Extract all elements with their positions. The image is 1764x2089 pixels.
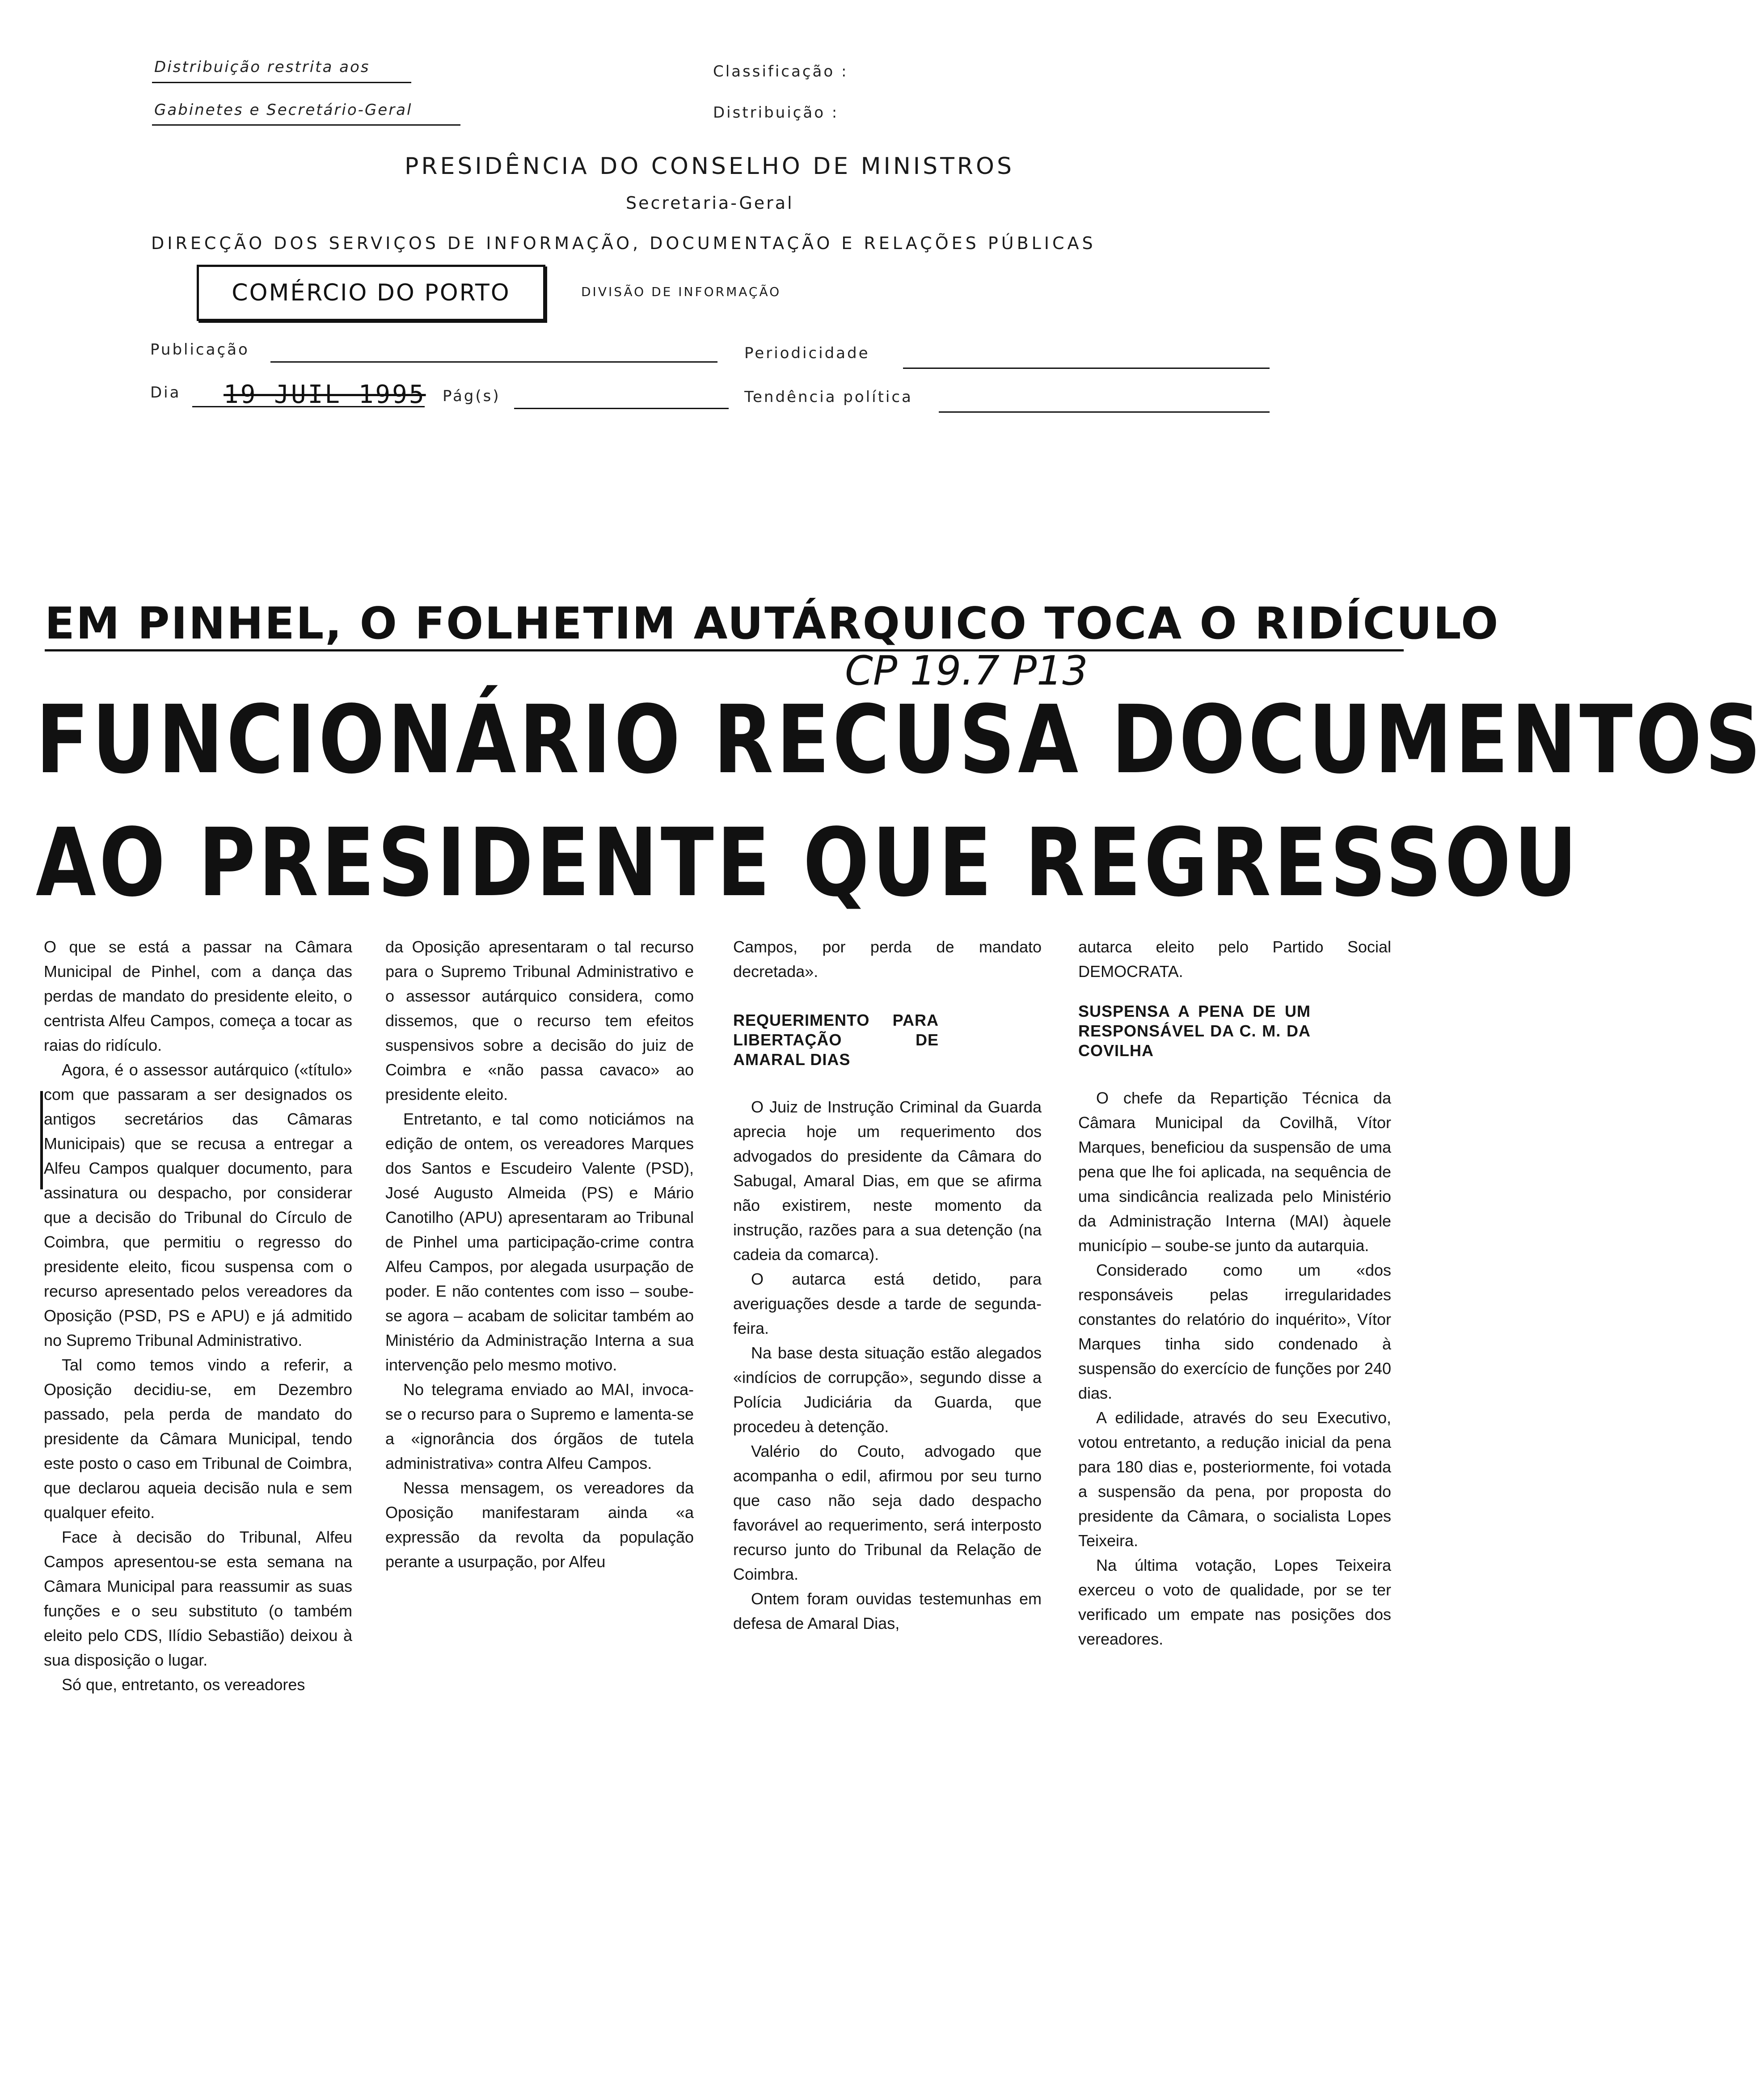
col3-paragraph-5: Valério do Couto, advogado que acompanha o edil, afirmou por seu turno que caso não seja dado despacho favorável ao requerimento, será interposto recurso junto do Tribunal da Relação de Coimbra. bbox=[733, 1442, 1042, 1583]
article-column-3 bbox=[733, 935, 1042, 1636]
tendencia-field-line bbox=[939, 411, 1270, 413]
article-column-2 bbox=[385, 935, 694, 1574]
distribution-underline-1 bbox=[152, 82, 411, 83]
direccao-servicos: DIRECÇÃO DOS SERVIÇOS DE INFORMAÇÃO, DOCUMENTAÇÃO E RELAÇÕES PÚBLICAS bbox=[151, 233, 1096, 253]
col1-paragraph-2: Agora, é o assessor autárquico («título» com que passaram a ser designados os antigos secretários das Câmaras Municipais) que se recusa a entregar a Alfeu Campos qualquer documento, para assinatura ou despacho, por considerar que a decisão do Tribunal do Círculo de Coimbra, que permitiu o regresso do presidente eleito, ficou suspensa com o recurso apresentado pelos vereadores da Oposição (PSD, PS e APU) e já admitido no Supremo Tribunal Administrativo. bbox=[44, 1061, 352, 1349]
distribution-underline-2 bbox=[152, 124, 460, 126]
article-kicker: EM PINHEL, O FOLHETIM AUTÁRQUICO TOCA O RIDÍCULO bbox=[45, 598, 1500, 649]
col2-paragraph-2: Entretanto, e tal como noticiámos na edição de ontem, os vereadores Marques dos Santos e Escudeiro Valente (PSD), José Augusto Almeida (PS) e Mário Canotilho (APU) apresentaram ao Tribunal de Pinhel uma participação-crime contra Alfeu Campos, por alegada usurpação de poder. E não contentes com isso – soube-se agora – acabam de solicitar também ao Ministério da Administração Interna a sua intervenção pelo mesmo motivo. bbox=[385, 1110, 694, 1374]
margin-marker bbox=[40, 1091, 43, 1189]
article-column-4 bbox=[1078, 935, 1391, 1651]
secretaria-geral: Secretaria-Geral bbox=[626, 193, 794, 213]
distribuicao-label: Distribuição : bbox=[713, 104, 839, 122]
col4-paragraph-3: Considerado como um «dos responsáveis pelas irregularidades constantes do relatório do inquérito», Vítor Marques tinha sido condenado à suspensão do exercício de funções por 240 dias. bbox=[1078, 1261, 1391, 1402]
col2-paragraph-3: No telegrama enviado ao MAI, invoca-se o recurso para o Supremo e lamenta-se a «ignorância dos órgãos de tutela administrativa» contra Alfeu Campos. bbox=[385, 1380, 694, 1472]
periodicidade-field-line bbox=[903, 368, 1270, 369]
divisao-informacao: DIVISÃO DE INFORMAÇÃO bbox=[581, 284, 781, 299]
dia-value: 19 JUIL 1995 bbox=[224, 380, 426, 409]
distribution-note-line2: Gabinetes e Secretário-Geral bbox=[154, 101, 413, 119]
col2-paragraph-1: da Oposição apresentaram o tal recurso para o Supremo Tribunal Administrativo e o assessor autárquico considera, como dissemos, que o recurso tem efeitos suspensivos sobre a decisão do juiz de Coimbra e «não passa cavaco» ao presidente eleito. bbox=[385, 938, 694, 1104]
col1-paragraph-5: Só que, entretanto, os vereadores bbox=[62, 1675, 305, 1694]
publication-stamp: COMÉRCIO DO PORTO bbox=[197, 265, 545, 321]
col3-paragraph-2: O Juiz de Instrução Criminal da Guarda aprecia hoje um requerimento dos advogados do presidente da Câmara do Sabugal, Amaral Dias, em que se afirma não existirem, neste momento da instrução, razões para a sua detenção (na cadeia da comarca). bbox=[733, 1098, 1042, 1264]
headline-line-2: AO PRESIDENTE QUE REGRESSOU bbox=[36, 808, 1580, 918]
kicker-rule bbox=[45, 649, 1404, 651]
col3-paragraph-3: O autarca está detido, para averiguações desde a tarde de segunda-feira. bbox=[733, 1270, 1042, 1337]
distribution-note-line1: Distribuição restrita aos bbox=[154, 58, 370, 76]
col4-paragraph-2: O chefe da Repartição Técnica da Câmara Municipal da Covilhã, Vítor Marques, beneficiou da suspensão de uma pena que lhe foi aplicada, na sequência de uma sindicância realizada pelo Ministério da Administração Interna (MAI) àquele município – soube-se junto da autarquia. bbox=[1078, 1089, 1391, 1255]
col1-paragraph-4: Face à decisão do Tribunal, Alfeu Campos apresentou-se esta semana na Câmara Municipal para reassumir as suas funções e o seu substituto (o também eleito pelo CDS, Ilídio Sebastião) deixou à sua disposição o lugar. bbox=[44, 1528, 352, 1669]
handwritten-annotation: CP 19.7 P13 bbox=[845, 647, 1088, 694]
col4-paragraph-4: A edilidade, através do seu Executivo, votou entretanto, a redução inicial da pena para 180 dias e, posteriormente, foi votada a suspensão da pena, por proposta do presidente da Câmara, o socialista Lopes Teixeira. bbox=[1078, 1408, 1391, 1550]
col4-subheading: SUSPENSA A PENA DE UM RESPONSÁVEL DA C. M. DA COVILHA bbox=[1078, 1002, 1311, 1060]
periodicidade-label: Periodicidade bbox=[744, 344, 870, 362]
presidency-title: PRESIDÊNCIA DO CONSELHO DE MINISTROS bbox=[405, 153, 1014, 180]
col4-paragraph-5: Na última votação, Lopes Teixeira exerceu o voto de qualidade, por se ter verificado um empate nas posições dos vereadores. bbox=[1078, 1556, 1391, 1648]
headline-line-1: FUNCIONÁRIO RECUSA DOCUMENTOS bbox=[36, 685, 1764, 795]
pags-label: Pág(s) bbox=[443, 387, 501, 405]
col2-paragraph-4: Nessa mensagem, os vereadores da Oposição manifestaram ainda «a expressão da revolta da população perante a usurpação, por Alfeu bbox=[385, 1479, 694, 1571]
col1-paragraph-1: O que se está a passar na Câmara Municipal de Pinhel, com a dança das perdas de mandato do presidente eleito, o centrista Alfeu Campos, começa a tocar as raias do ridículo. bbox=[44, 938, 352, 1054]
col3-paragraph-4: Na base desta situação estão alegados «indícios de corrupção», segundo disse a Polícia Judiciária da Guarda, que procedeu à detenção. bbox=[733, 1344, 1042, 1436]
col3-paragraph-6: Ontem foram ouvidas testemunhas em defesa de Amaral Dias, bbox=[733, 1590, 1042, 1632]
publicacao-field-line bbox=[270, 361, 717, 363]
publicacao-label: Publicação bbox=[150, 341, 249, 359]
col1-paragraph-3: Tal como temos vindo a referir, a Oposição decidiu-se, em Dezembro passado, pela perda de mandato do presidente da Câmara Municipal, tendo este posto o caso em Tribunal de Coimbra, que declarou aqueia decisão nula e sem qualquer efeito. bbox=[44, 1356, 352, 1522]
col3-paragraph-1: Campos, por perda de mandato decretada». bbox=[733, 938, 1042, 981]
tendencia-label: Tendência política bbox=[744, 388, 913, 406]
classificacao-label: Classificação : bbox=[713, 63, 848, 80]
dia-label: Dia bbox=[150, 384, 181, 402]
col3-subheading: REQUERIMENTO PARA LIBERTAÇÃO DE AMARAL DIAS bbox=[733, 1011, 939, 1069]
col4-paragraph-1: autarca eleito pelo Partido Social DEMOCRATA. bbox=[1078, 938, 1391, 981]
article-column-1 bbox=[44, 935, 352, 1697]
pags-field-line bbox=[514, 408, 729, 409]
